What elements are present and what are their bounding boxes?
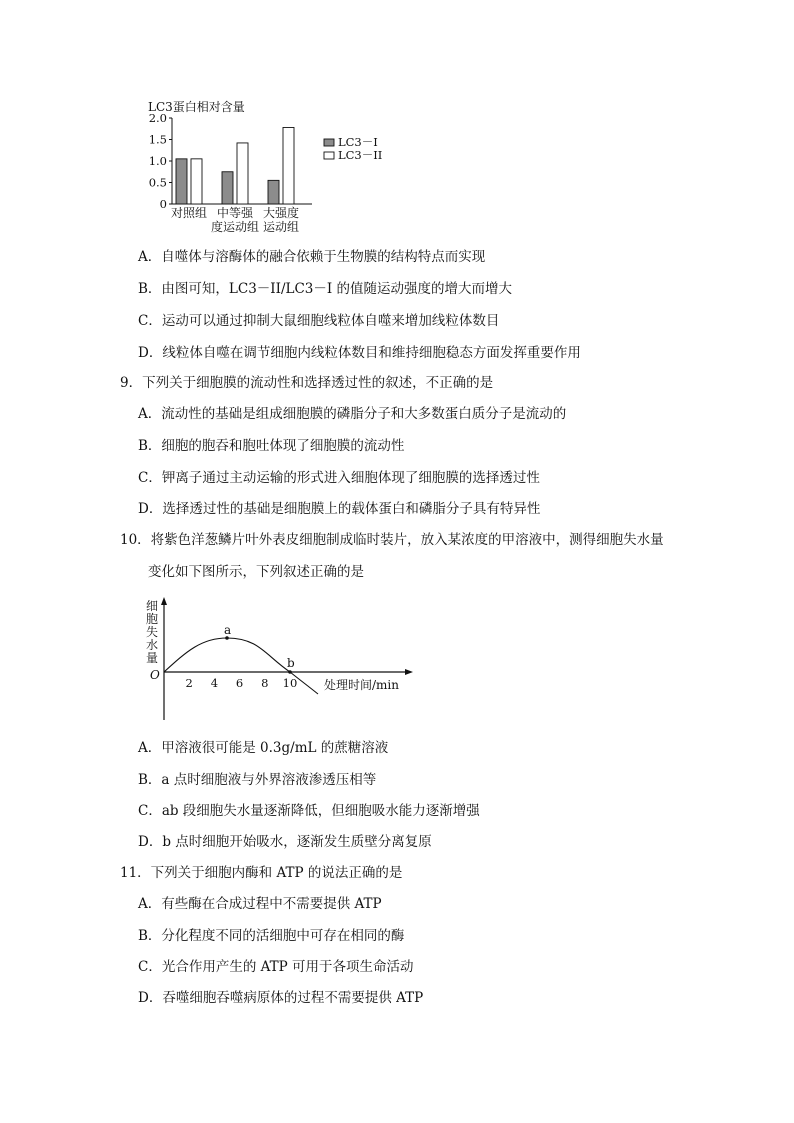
q8-option-b: B．由图可知，LC3－II/LC3－I 的值随运动强度的增大而增大 xyxy=(138,281,513,297)
line-ylabel-char: 水 xyxy=(145,638,159,652)
q9-option-b: B．细胞的胞吞和胞吐体现了细胞膜的流动性 xyxy=(138,438,405,454)
bar-ytick-label: 2.0 xyxy=(148,111,167,125)
q8-option-a: A．自噬体与溶酶体的融合依赖于生物膜的结构特点而实现 xyxy=(138,249,486,265)
legend-swatch xyxy=(324,152,334,159)
line-xtick-label: 4 xyxy=(210,676,219,690)
bar-lc3-i xyxy=(268,180,279,204)
legend-label: LC3－II xyxy=(338,148,383,162)
q9-option-a: A．流动性的基础是组成细胞膜的磷脂分子和大多数蛋白质分子是流动的 xyxy=(138,406,567,422)
line-chart-origin: O xyxy=(150,668,160,682)
q10-option-d: D．b 点时细胞开始吸水，逐渐发生质壁分离复原 xyxy=(138,834,432,850)
bar-ytick-label: 1.0 xyxy=(148,154,167,168)
bar-lc3-i xyxy=(222,172,233,204)
water-loss-line-chart xyxy=(140,595,420,725)
q11-option-b: B．分化程度不同的活细胞中可存在相同的酶 xyxy=(138,928,405,944)
q9-stem: 9．下列关于细胞膜的流动性和选择透过性的叙述，不正确的是 xyxy=(120,375,494,391)
line-chart-xlabel: 处理时间/min xyxy=(324,678,399,692)
line-ylabel-char: 细 xyxy=(145,599,159,613)
legend-label: LC3－I xyxy=(338,135,378,149)
line-ylabel-char: 胞 xyxy=(145,612,159,626)
point-a-label: a xyxy=(224,623,232,637)
bar-chart-ylabel: LC3蛋白相对含量 xyxy=(148,100,245,114)
point-b xyxy=(288,670,292,674)
q9-option-c: C．钾离子通过主动运输的形式进入细胞体现了细胞膜的选择透过性 xyxy=(138,470,540,486)
q10-option-b: B．a 点时细胞液与外界溶液渗透压相等 xyxy=(138,772,377,788)
line-chart-ylabel xyxy=(146,599,158,665)
x-axis-arrow-icon xyxy=(405,669,413,675)
q11-option-c: C．光合作用产生的 ATP 可用于各项生命活动 xyxy=(138,959,414,975)
line-ylabel-char: 量 xyxy=(145,651,159,665)
line-xtick-label: 2 xyxy=(185,676,193,690)
q8-option-c: C．运动可以通过抑制大鼠细胞线粒体自噬来增加线粒体数目 xyxy=(138,313,500,329)
line-xtick-label: 8 xyxy=(261,676,269,690)
bar-lc3-ii xyxy=(191,159,202,204)
q10-option-a: A．甲溶液很可能是 0.3g/mL 的蔗糖溶液 xyxy=(138,740,389,756)
line-ylabel-char: 失 xyxy=(145,625,159,639)
q9-option-d: D．选择透过性的基础是细胞膜上的载体蛋白和磷脂分子具有特异性 xyxy=(138,501,541,517)
lc3-bar-chart xyxy=(140,96,400,236)
bar-category-label: 度运动组 xyxy=(210,220,260,234)
q8-option-d: D．线粒体自噬在调节细胞内线粒体数目和维持细胞稳态方面发挥重要作用 xyxy=(138,345,581,361)
point-b-label: b xyxy=(287,656,295,670)
bar-category-label: 中等强 xyxy=(216,206,254,220)
q10-stem-line1: 10．将紫色洋葱鳞片叶外表皮细胞制成临时装片，放入某浓度的甲溶液中，测得细胞失水量 xyxy=(120,532,664,548)
bar-ytick-label: 0 xyxy=(159,197,167,211)
bar-ytick-label: 1.5 xyxy=(148,132,167,147)
line-xtick-label: 6 xyxy=(235,676,244,690)
q10-option-c: C．ab 段细胞失水量逐渐降低，但细胞吸水能力逐渐增强 xyxy=(138,803,480,819)
q11-option-a: A．有些酶在合成过程中不需要提供 ATP xyxy=(138,896,382,912)
bar-category-label: 大强度 xyxy=(262,206,300,220)
bar-ytick-label: 0.5 xyxy=(148,175,167,190)
q11-option-d: D．吞噬细胞吞噬病原体的过程不需要提供 ATP xyxy=(138,990,424,1006)
q10-stem-line2: 变化如下图所示，下列叙述正确的是 xyxy=(148,564,364,580)
y-axis-arrow-icon xyxy=(161,597,167,605)
bar-lc3-i xyxy=(176,159,187,204)
bar-lc3-ii xyxy=(237,143,248,204)
line-xtick-label: 10 xyxy=(282,676,298,690)
bar-lc3-ii xyxy=(283,127,294,204)
bar-category-label: 运动组 xyxy=(262,220,300,234)
legend-swatch xyxy=(324,139,334,146)
bar-category-label: 对照组 xyxy=(170,206,208,220)
q11-stem: 11．下列关于细胞内酶和 ATP 的说法正确的是 xyxy=(120,865,403,881)
